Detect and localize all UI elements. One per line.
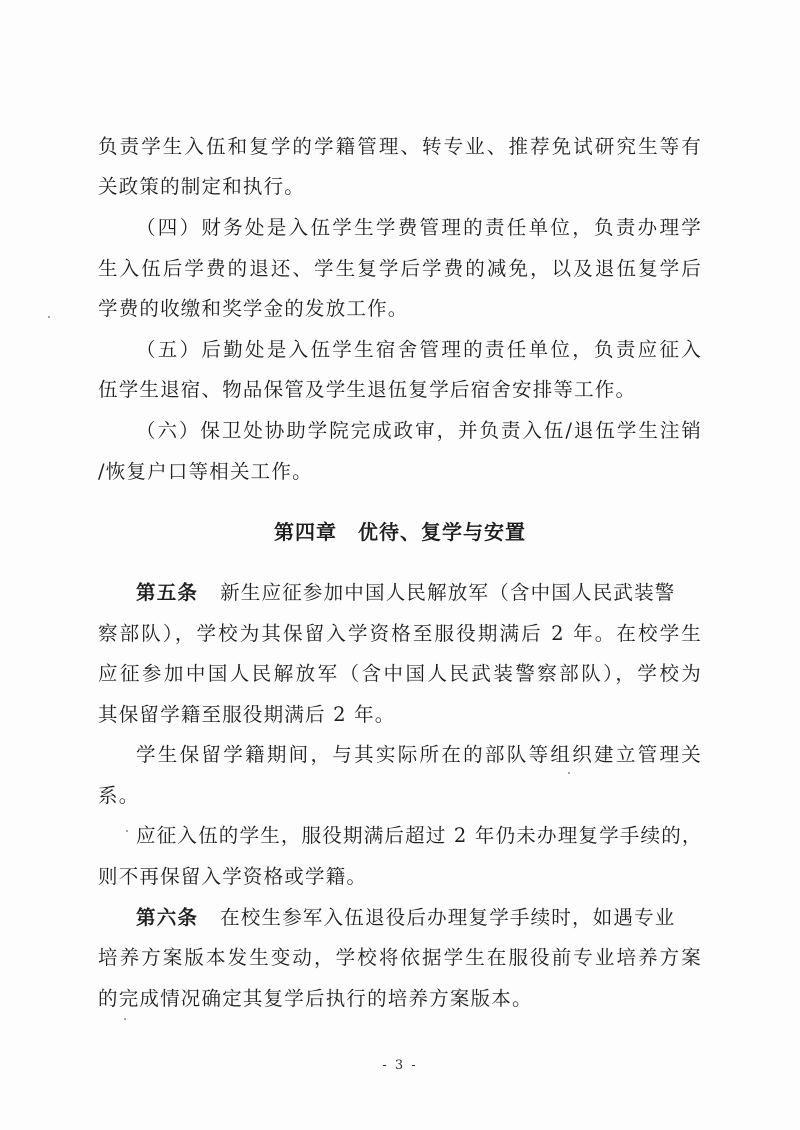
paragraph-line: 负责学生入伍和复学的学籍管理、转专业、推荐免试研究生等有	[98, 135, 702, 158]
scan-speck	[48, 316, 50, 318]
article-5-first-line	[136, 578, 702, 608]
paragraph-line: 察部队），学校为其保留入学资格至服役期满后 2 年。在校学生	[98, 622, 702, 645]
paragraph-line: 学费的收缴和奖学金的发放工作。	[98, 297, 409, 320]
paragraph-line: （五）后勤处是入伍学生宿舍管理的责任单位，负责应征入	[136, 338, 702, 361]
paragraph-line: （六）保卫处协助学院完成政审，并负责入伍/退伍学生注销	[136, 419, 702, 442]
paragraph-line: 生入伍后学费的退还、学生复学后学费的减免，以及退伍复学后	[98, 257, 702, 280]
paragraph-line: /恢复户口等相关工作。	[98, 460, 313, 483]
scan-speck	[568, 772, 570, 774]
paragraph-line: 应征参加中国人民解放军（含中国人民武装警察部队），学校为	[98, 662, 702, 685]
paragraph-line: （四）财务处是入伍学生学费管理的责任单位，负责办理学	[136, 216, 702, 239]
paragraph-line: 系。	[98, 784, 140, 807]
article-5-label: 第五条	[136, 581, 199, 604]
article-6-first-line	[136, 903, 702, 933]
paragraph-line: 应征入伍的学生，服役期满后超过 2 年仍未办理复学手续的，	[136, 824, 703, 847]
paragraph-line: 其保留学籍至服役期满后 2 年。	[98, 703, 396, 726]
paragraph-line: 的完成情况确定其复学后执行的培养方案版本。	[98, 987, 533, 1010]
article-6-label: 第六条	[136, 906, 199, 929]
paragraph-line: 培养方案版本发生变动，学校将依据学生在服役前专业培养方案	[98, 946, 702, 969]
paragraph-line: 则不再保留入学资格或学籍。	[98, 865, 368, 888]
scan-speck	[124, 1018, 126, 1020]
paragraph-line: 在校生参军入伍退役后办理复学手续时，如遇专业	[220, 906, 676, 929]
paragraph-line: 新生应征参加中国人民解放军（含中国人民武装警	[220, 581, 676, 604]
page-number: - 3 -	[382, 1058, 418, 1073]
scan-speck	[126, 830, 128, 832]
chapter-heading: 第四章 优待、复学与安置	[274, 520, 526, 544]
paragraph-line: 关政策的制定和执行。	[98, 175, 306, 198]
paragraph-line: 伍学生退宿、物品保管及学生退伍复学后宿舍安排等工作。	[98, 378, 637, 401]
paragraph-line: 学生保留学籍期间，与其实际所在的部队等组织建立管理关	[136, 743, 702, 766]
